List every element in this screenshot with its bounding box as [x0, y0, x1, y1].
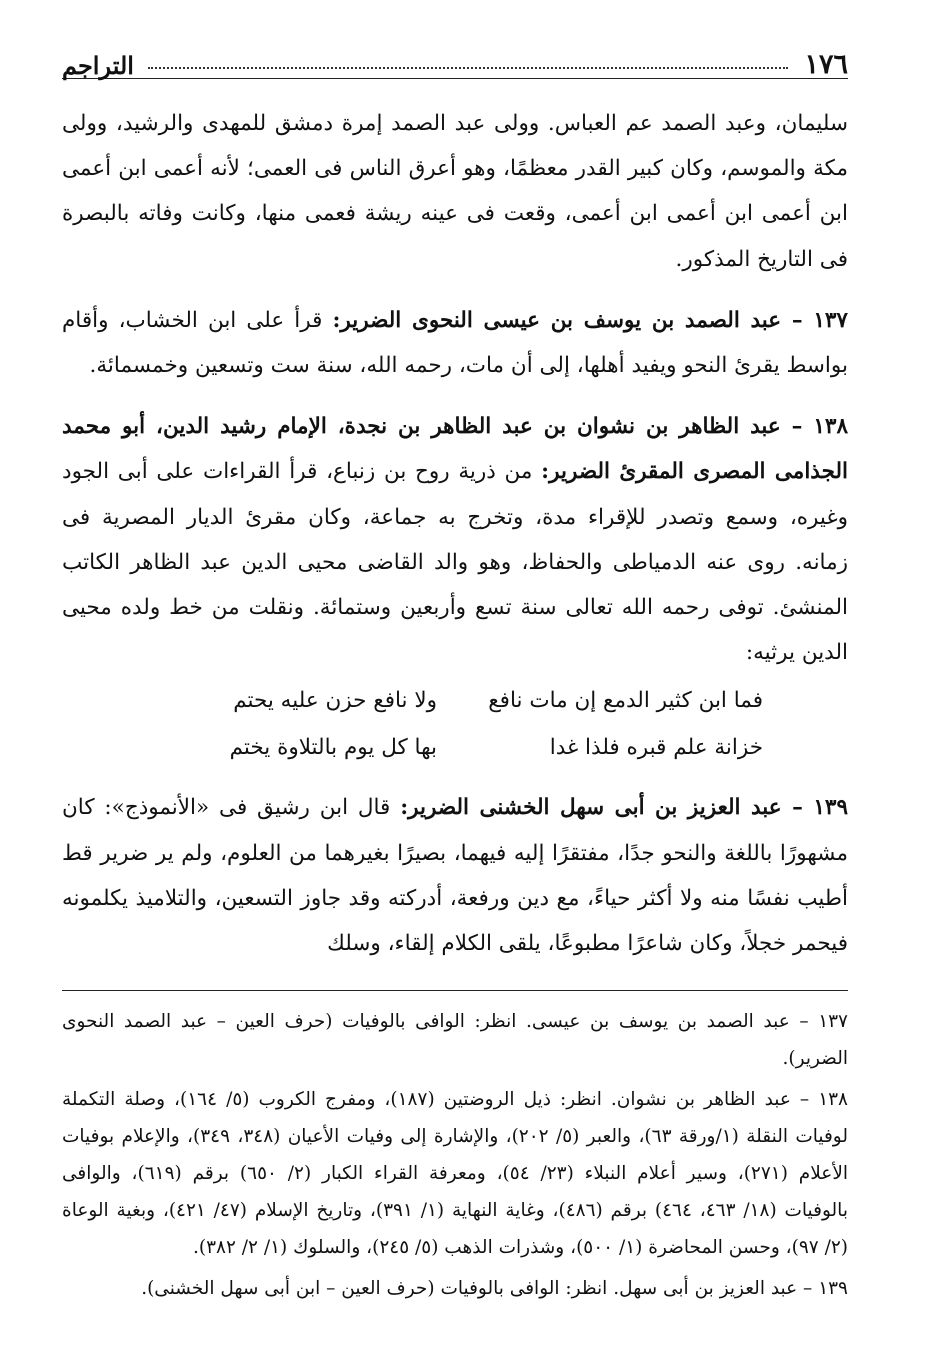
- entry-138: [62, 404, 848, 675]
- footnote-137: ١٣٧ – عبد الصمد بن يوسف بن عيسى. انظر: الوافى بالوفيات (حرف العين – عبد الصمد النحوى الضرير).: [62, 1011, 848, 1070]
- entry-139-text: قال ابن رشيق فى «الأنموذج»: كان مشهورًا باللغة والنحو جدًا، مفتقرًا إليه فيهما، بصيرًا بغيرهما من العلوم، ولم ير ضرير قط أطيب نفسًا منه ولا أكثر حياءً، مع دين ورفعة، أدركته وقد جاوز التسعين، والتلاميذ يكلمونه فيحمر خجلاً، وكان شاعرًا مطبوعًا، يلقى الكلام إلقاء، وسلك: [62, 795, 848, 957]
- footnote-139: ١٣٩ – عبد العزيز بن أبى سهل. انظر: الوافى بالوفيات (حرف العين – ابن أبى سهل الخشنى).: [141, 1278, 848, 1300]
- chapter-title: التراجم: [62, 51, 134, 80]
- entry-137: [62, 298, 848, 388]
- entry-137-text: قرأ على ابن الخشاب، وأقام بواسط يقرئ النحو ويفيد أهلها، إلى أن مات، رحمه الله، سنة ست وتسعين وخمسمائة.: [62, 307, 848, 379]
- footnote-138: ١٣٨ – عبد الظاهر بن نشوان. انظر: ذيل الروضتين (١٨٧)، ومفرج الكروب (٥/ ١٦٤)، وصلة التكملة لوفيات النقلة (١/ورقة ٦٣)، والعبر (٥/ ٢٠٢)، والإشارة إلى وفيات الأعيان (٣٤٨، ٣٤٩)، والإعلام بوفيات الأعلام (٢٧١)، وسير أعلام النبلاء (٢٣/ ٥٤)، ومعرفة القراء الكبار (٢/ ٦٥٠) برقم (٦١٩)، والوافى بالوفيات (١٨/ ٤٦٣، ٤٦٤) برقم (٤٨٦)، وغاية النهاية (١/ ٣٩١)، وتاريخ الإسلام (٤٧/ ٤٢١)، وبغية الوعاة (٢/ ٩٧)، وحسن المحاضرة (١/ ٥٠٠)، وشذرات الذهب (٥/ ٢٤٥)، والسلوك (١/ ٢/ ٣٨٢).: [62, 1089, 849, 1259]
- verse-line: [62, 677, 848, 724]
- book-page: [62, 38, 848, 1348]
- entry-139-heading: ١٣٩ – عبد العزيز بن أبى سهل الخشنى الضرير:: [400, 795, 848, 821]
- page-number: ١٧٦: [804, 49, 848, 80]
- entry-138-heading: ١٣٨ – عبد الظاهر بن نشوان بن عبد الظاهر بن نجدة، الإمام رشيد الدين، أبو محمد الجذامى المصرى المقرئ الضرير:: [62, 414, 848, 485]
- verse-hemistich-second: ولا نافع حزن عليه يحتم: [233, 688, 437, 714]
- verse-line: [62, 724, 848, 771]
- elegy-verse: [62, 677, 848, 771]
- verse-hemistich-first: فما ابن كثير الدمع إن مات نافع: [488, 688, 763, 714]
- paragraph-continuation: سليمان، وعبد الصمد عم العباس. وولى عبد الصمد إمرة دمشق للمهدى والرشيد، وولى مكة والموسم، وكان كبير القدر معظمًا، وهو أعرق الناس فى العمى؛ لأنه أعمى ابن أعمى ابن أعمى ابن أعمى ابن أعمى، وقعت فى عينه ريشة فعمى منها، وكانت وفاته بالبصرة فى التاريخ المذكور.: [62, 111, 848, 272]
- verse-hemistich-second: بها كل يوم بالتلاوة يختم: [229, 735, 437, 761]
- running-header: [62, 38, 848, 79]
- verse-hemistich-first: خزانة علم قبره فلذا غدا: [549, 735, 763, 761]
- header-dotted-leader: [148, 67, 789, 69]
- entry-137-heading: ١٣٧ – عبد الصمد بن يوسف بن عيسى النحوى الضرير:: [332, 307, 848, 333]
- entry-139: [62, 785, 848, 966]
- footnote-separator: [62, 990, 848, 991]
- main-text: [62, 101, 848, 966]
- footnotes: [62, 1003, 848, 1307]
- entry-138-text: من ذرية روح بن زنباع، قرأ القراءات على أبى الجود وغيره، وسمع وتصدر للإقراء مدة، وتخرج به جماعة، وكان مقرئ الديار المصرية فى زمانه. روى عنه الدمياطى والحفاظ، وهو والد القاضى محيى الدين عبد الظاهر الكاتب المنشئ. توفى رحمه الله تعالى سنة تسع وأربعين وستمائة. ونقلت من خط ولده محيى الدين يرثيه:: [62, 459, 848, 666]
